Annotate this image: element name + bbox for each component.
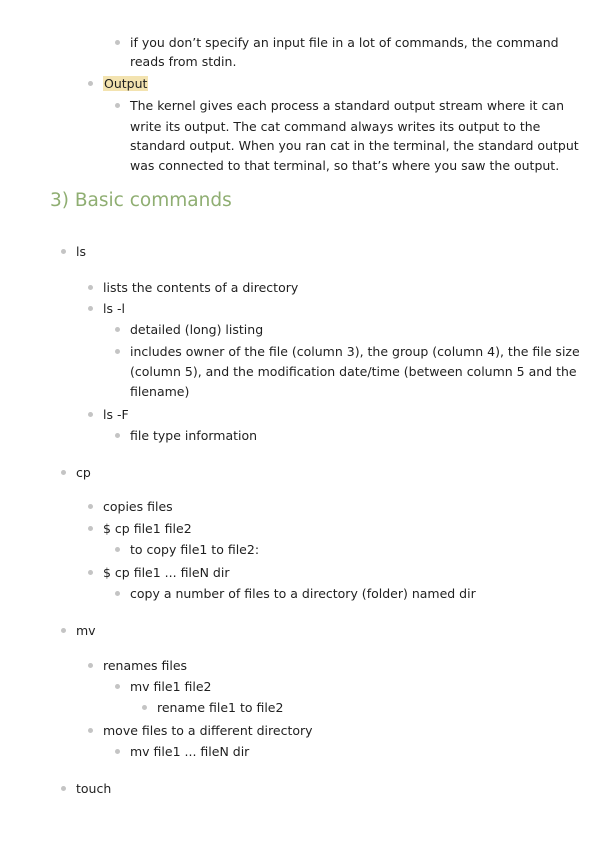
bullet-icon — [61, 628, 66, 633]
list-item-text: mv file1 ... fileN dir — [130, 744, 250, 759]
bullet-icon — [88, 306, 93, 311]
list-item — [103, 298, 125, 319]
bullet-icon — [61, 249, 66, 254]
bullet-icon — [115, 591, 120, 596]
list-item — [130, 32, 559, 53]
list-item-text: renames files — [103, 658, 188, 673]
list-item — [130, 539, 259, 560]
list-item-text: touch — [76, 781, 112, 796]
list-item-text: rename file1 to file2 — [157, 700, 284, 715]
list-item-continuation: (column 5), and the modification date/time (between column 5 and the — [130, 364, 577, 379]
list-item — [130, 676, 212, 697]
bullet-icon — [88, 412, 93, 417]
list-item-text: mv file1 file2 — [130, 679, 212, 694]
list-item-text: cp — [76, 465, 91, 480]
bullet-icon — [115, 327, 120, 332]
list-item — [103, 496, 173, 517]
list-item — [130, 741, 249, 762]
list-item-text: if you don’t specify an input file in a lot of commands, the command — [130, 35, 559, 50]
bullet-icon — [115, 433, 120, 438]
list-item-text: ls — [76, 244, 86, 259]
bullet-icon — [88, 663, 93, 668]
list-item — [103, 73, 148, 94]
bullet-icon — [115, 547, 120, 552]
bullet-icon — [88, 285, 93, 290]
list-item-text: ls -F — [103, 407, 129, 422]
list-item-text: lists the contents of a directory — [103, 280, 299, 295]
bullet-icon — [142, 705, 147, 710]
list-item — [130, 583, 476, 604]
bullet-icon — [88, 526, 93, 531]
list-item — [130, 95, 564, 116]
list-item — [76, 241, 86, 262]
list-item — [130, 425, 257, 446]
bullet-icon — [115, 103, 120, 108]
bullet-icon — [88, 728, 93, 733]
list-item-continuation: was connected to that terminal, so that’s where you saw the output. — [130, 158, 560, 173]
bullet-icon — [115, 40, 120, 45]
list-item-text: mv — [76, 623, 96, 638]
highlighted-term: Output — [104, 76, 148, 91]
bullet-icon — [115, 349, 120, 354]
list-item-text: move files to a different directory — [103, 723, 313, 738]
list-item-text: includes owner of the file (column 3), the group (column 4), the file size — [130, 344, 580, 359]
list-item-text: ls -l — [103, 301, 125, 316]
list-item — [103, 404, 129, 425]
list-item-text: file type information — [130, 428, 258, 443]
bullet-icon — [88, 570, 93, 575]
list-item — [103, 655, 187, 676]
list-item — [76, 620, 96, 641]
bullet-icon — [88, 81, 93, 86]
list-item — [76, 778, 111, 799]
list-item — [130, 319, 263, 340]
bullet-icon — [115, 684, 120, 689]
bullet-icon — [115, 749, 120, 754]
bullet-icon — [61, 470, 66, 475]
list-item — [103, 277, 298, 298]
list-item — [157, 697, 283, 718]
section-heading: 3) Basic commands — [50, 190, 232, 211]
list-item-text: copies files — [103, 499, 173, 514]
list-item — [103, 562, 229, 583]
list-item-continuation: filename) — [130, 384, 190, 399]
list-item-continuation: reads from stdin. — [130, 54, 237, 69]
list-item-text: $ cp file1 file2 — [103, 521, 192, 536]
list-item-continuation: write its output. The cat command always writes its output to the — [130, 119, 541, 134]
list-item — [103, 518, 192, 539]
bullet-icon — [61, 786, 66, 791]
list-item-text: copy a number of files to a directory (folder) named dir — [130, 586, 476, 601]
list-item-text: $ cp file1 ... fileN dir — [103, 565, 230, 580]
list-item-text: detailed (long) listing — [130, 322, 264, 337]
list-item — [130, 341, 580, 362]
list-item — [76, 462, 91, 483]
list-item — [103, 720, 313, 741]
list-item-text: The kernel gives each process a standard output stream where it can — [130, 98, 564, 113]
bullet-icon — [88, 504, 93, 509]
list-item-continuation: standard output. When you ran cat in the terminal, the standard output — [130, 138, 579, 153]
list-item-text: to copy file1 to file2: — [130, 542, 260, 557]
